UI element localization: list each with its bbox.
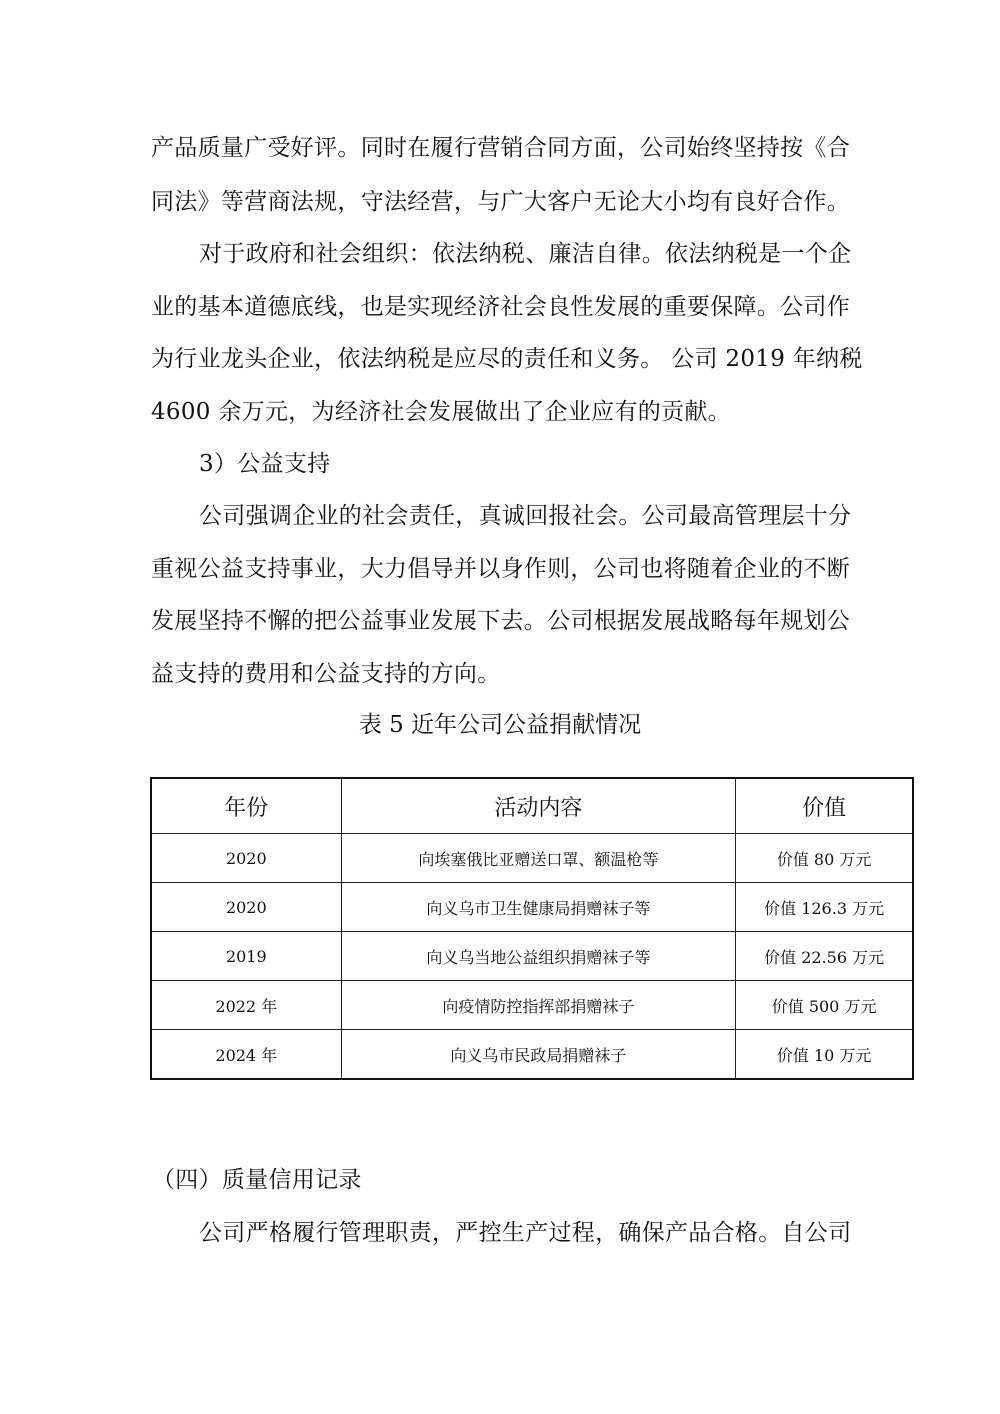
table-caption: 表 5 近年公司公益捐献情况 [358,712,642,738]
paragraph-line: 益支持的费用和公益支持的方向。 [151,661,501,687]
header-value: 价值 [736,778,913,834]
table-row [151,932,913,981]
paragraph-line: 对于政府和社会组织：依法纳税、廉洁自律。依法纳税是一个企 [199,241,852,267]
table-header-row [151,778,913,834]
paragraph-line: 产品质量广受好评。同时在履行营销合同方面，公司始终坚持按《合 [151,135,850,161]
paragraph-line: 同法》等营商法规，守法经营，与广大客户无论大小均有良好合作。 [151,189,850,215]
paragraph-line: 公司严格履行管理职责，严控生产过程，确保产品合格。自公司 [199,1220,852,1246]
cell-activity: 向埃塞俄比亚赠送口罩、额温枪等 [341,834,736,883]
paragraph-line: 发展坚持不懈的把公益事业发展下去。公司根据发展战略每年规划公 [151,608,850,634]
cell-year: 2020 [151,834,341,883]
donation-table [150,777,914,1080]
table-row [151,981,913,1030]
paragraph-line: 重视公益支持事业，大力倡导并以身作则，公司也将随着企业的不断 [151,556,850,582]
cell-value: 价值 126.3 万元 [736,883,913,932]
header-activity: 活动内容 [341,778,736,834]
cell-year: 2022 年 [151,981,341,1030]
paragraph-line: 公司强调企业的社会责任，真诚回报社会。公司最高管理层十分 [199,503,852,529]
table-row [151,1030,913,1080]
subsection-heading: 3）公益支持 [199,451,331,477]
table-row [151,883,913,932]
cell-activity: 向义乌市民政局捐赠袜子 [341,1030,736,1080]
header-year: 年份 [151,778,341,834]
cell-year: 2020 [151,883,341,932]
paragraph-line: 业的基本道德底线，也是实现经济社会良性发展的重要保障。公司作 [151,294,850,320]
cell-activity: 向义乌市卫生健康局捐赠袜子等 [341,883,736,932]
cell-value: 价值 80 万元 [736,834,913,883]
cell-activity: 向义乌当地公益组织捐赠袜子等 [341,932,736,981]
cell-year: 2024 年 [151,1030,341,1080]
cell-value: 价值 500 万元 [736,981,913,1030]
cell-value: 价值 10 万元 [736,1030,913,1080]
cell-value: 价值 22.56 万元 [736,932,913,981]
paragraph-line: 为行业龙头企业，依法纳税是应尽的责任和义务。 公司 2019 年纳税 [151,346,863,372]
section-heading: （四）质量信用记录 [152,1167,362,1193]
table-row [151,834,913,883]
cell-year: 2019 [151,932,341,981]
cell-activity: 向疫情防控指挥部捐赠袜子 [341,981,736,1030]
paragraph-line: 4600 余万元，为经济社会发展做出了企业应有的贡献。 [151,399,731,425]
